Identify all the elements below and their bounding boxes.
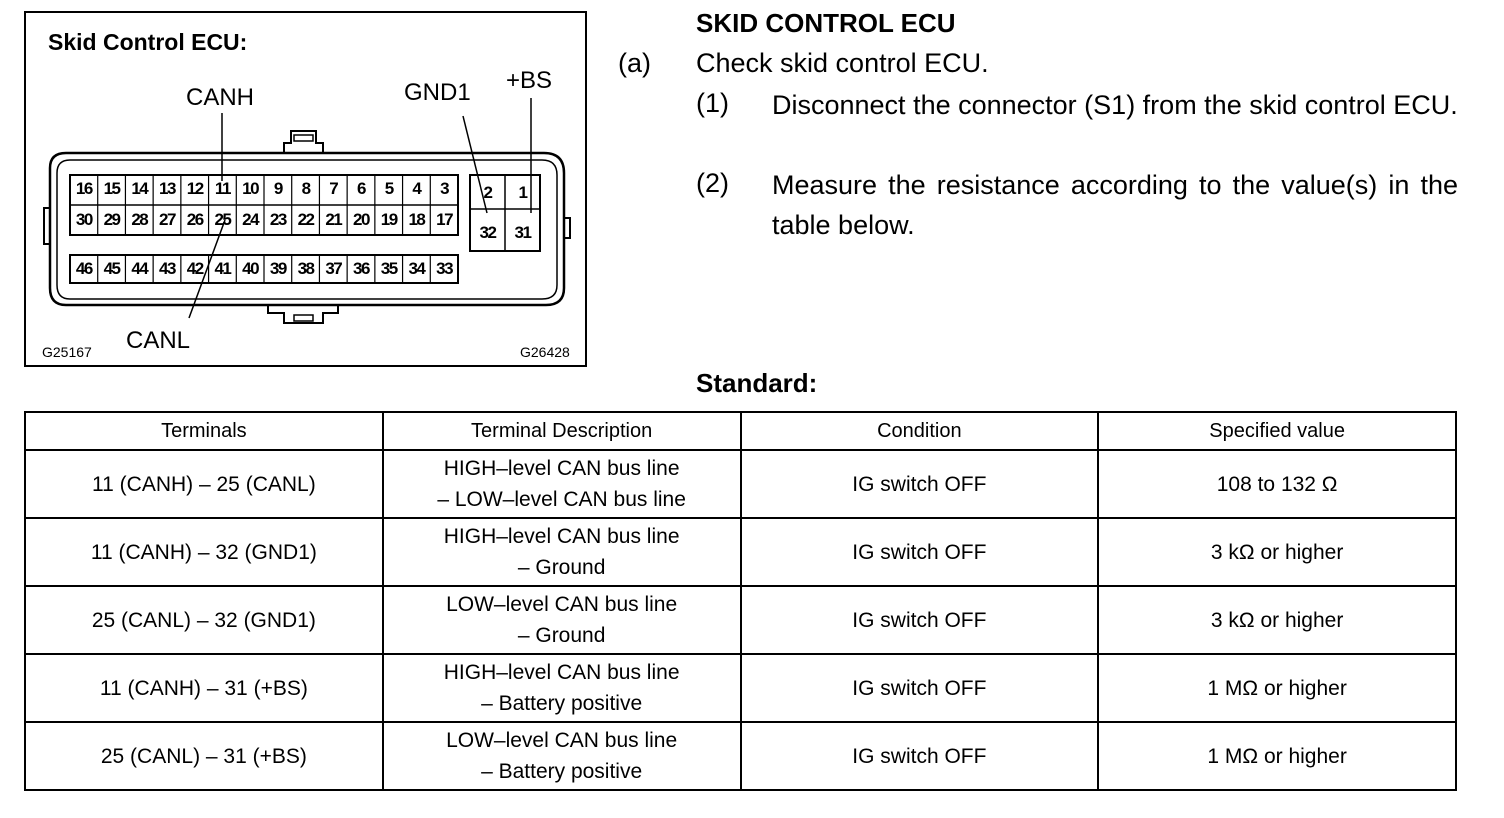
figure-code-left: G25167 (42, 344, 92, 360)
pin-19: 19 (380, 210, 397, 229)
cell-terminals: 11 (CANH) – 31 (+BS) (25, 654, 383, 722)
pin-16: 16 (75, 179, 92, 198)
pin-23: 23 (269, 210, 286, 229)
pin-9: 9 (273, 179, 282, 198)
description-line-1: LOW–level CAN bus line (446, 593, 678, 616)
pin-22: 22 (297, 210, 314, 229)
cell-value: 1 MΩ or higher (1098, 654, 1456, 722)
pin-36: 36 (353, 259, 369, 278)
gnd1-label: GND1 (404, 79, 471, 106)
cell-terminals: 25 (CANL) – 31 (+BS) (25, 722, 383, 790)
cell-terminals: 11 (CANH) – 32 (GND1) (25, 518, 383, 586)
description-line-1: HIGH–level CAN bus line (443, 525, 680, 548)
pin-46: 46 (75, 259, 92, 278)
step-a-label: (a) (618, 48, 651, 78)
cell-terminals: 25 (CANL) – 32 (GND1) (25, 586, 383, 654)
pin-42: 42 (186, 259, 203, 278)
right-tab (564, 218, 570, 238)
pin-24: 24 (242, 210, 259, 229)
description-line-1: HIGH–level CAN bus line (443, 457, 680, 480)
table-header-row (25, 412, 1456, 450)
spec-table (24, 411, 1457, 791)
pin-17: 17 (436, 210, 453, 229)
table-row (25, 518, 1456, 586)
pin-11: 11 (214, 179, 230, 198)
cell-condition: IG switch OFF (741, 586, 1099, 654)
pin-8: 8 (301, 179, 310, 198)
cell-value: 3 kΩ or higher (1098, 518, 1456, 586)
canl-label: CANL (126, 327, 191, 354)
cell-terminals: 11 (CANH) – 25 (CANL) (25, 450, 383, 518)
left-tab (44, 208, 50, 244)
pin-5: 5 (384, 179, 393, 198)
cell-condition: IG switch OFF (741, 654, 1099, 722)
canh-label: CANH (186, 84, 255, 111)
cell-condition: IG switch OFF (741, 450, 1099, 518)
description-line-1: HIGH–level CAN bus line (443, 661, 680, 684)
step-1-text: Disconnect the connector (S1) from the skid control ECU. (772, 90, 1458, 120)
description-line-2: – Ground (517, 624, 606, 647)
step-2-label: (2) (696, 168, 729, 198)
step-a-text: Check skid control ECU. (696, 48, 989, 78)
pin-12: 12 (186, 179, 203, 198)
pin-32: 32 (479, 223, 496, 242)
pin-41: 41 (214, 259, 231, 278)
pin-1: 1 (518, 183, 527, 202)
pin-31: 31 (514, 223, 531, 242)
cell-condition: IG switch OFF (741, 518, 1099, 586)
cell-description (383, 586, 741, 654)
bottom-latch-slot (294, 315, 313, 321)
pin-33: 33 (436, 259, 453, 278)
figure-title: Skid Control ECU: (48, 29, 248, 55)
cell-description (383, 654, 741, 722)
pin-10: 10 (242, 179, 259, 198)
pin-20: 20 (353, 210, 369, 229)
pin-43: 43 (159, 259, 175, 278)
description-line-2: – Ground (517, 556, 606, 579)
cell-description (383, 450, 741, 518)
pin-40: 40 (242, 259, 259, 278)
cell-description (383, 722, 741, 790)
step-2-text: Measure the resistance according to the value(s) in the table below. (772, 170, 1458, 240)
cell-condition: IG switch OFF (741, 722, 1099, 790)
top-latch-slot (294, 135, 313, 141)
pin-45: 45 (103, 259, 120, 278)
header-description: Terminal Description (383, 412, 741, 450)
header-condition: Condition (741, 412, 1099, 450)
pin-29: 29 (103, 210, 120, 229)
pin-6: 6 (357, 179, 365, 198)
header-terminals: Terminals (25, 412, 383, 450)
section-heading: SKID CONTROL ECU (696, 8, 956, 38)
table-row (25, 654, 1456, 722)
pin-30: 30 (75, 210, 92, 229)
cell-description (383, 518, 741, 586)
pin-7: 7 (329, 179, 338, 198)
cell-value: 1 MΩ or higher (1098, 722, 1456, 790)
standard-label: Standard: (696, 368, 818, 398)
bs-label: +BS (506, 67, 553, 94)
pin-2: 2 (483, 183, 492, 202)
description-line-1: LOW–level CAN bus line (446, 729, 678, 752)
pin-3: 3 (440, 179, 449, 198)
description-line-2: – LOW–level CAN bus line (437, 488, 686, 511)
pin-34: 34 (408, 259, 425, 278)
pin-18: 18 (408, 210, 425, 229)
description-line-2: – Battery positive (481, 692, 643, 715)
table-row (25, 450, 1456, 518)
cell-value: 108 to 132 Ω (1098, 450, 1456, 518)
pin-4: 4 (412, 179, 421, 198)
pin-28: 28 (131, 210, 148, 229)
pin-35: 35 (380, 259, 397, 278)
cell-value: 3 kΩ or higher (1098, 586, 1456, 654)
description-line-2: – Battery positive (481, 760, 643, 783)
header-specified-value: Specified value (1098, 412, 1456, 450)
table-row (25, 722, 1456, 790)
pin-39: 39 (269, 259, 286, 278)
table-row (25, 586, 1456, 654)
pin-14: 14 (131, 179, 148, 198)
pin-15: 15 (103, 179, 120, 198)
pin-37: 37 (325, 259, 342, 278)
step-1-label: (1) (696, 88, 729, 118)
connector-figure (24, 11, 587, 367)
pin-26: 26 (186, 210, 203, 229)
pin-38: 38 (297, 259, 314, 278)
pin-44: 44 (131, 259, 148, 278)
pin-13: 13 (159, 179, 175, 198)
pin-21: 21 (325, 210, 342, 229)
figure-code-right: G26428 (520, 344, 570, 360)
pin-27: 27 (159, 210, 175, 229)
pin-25: 25 (214, 210, 231, 229)
